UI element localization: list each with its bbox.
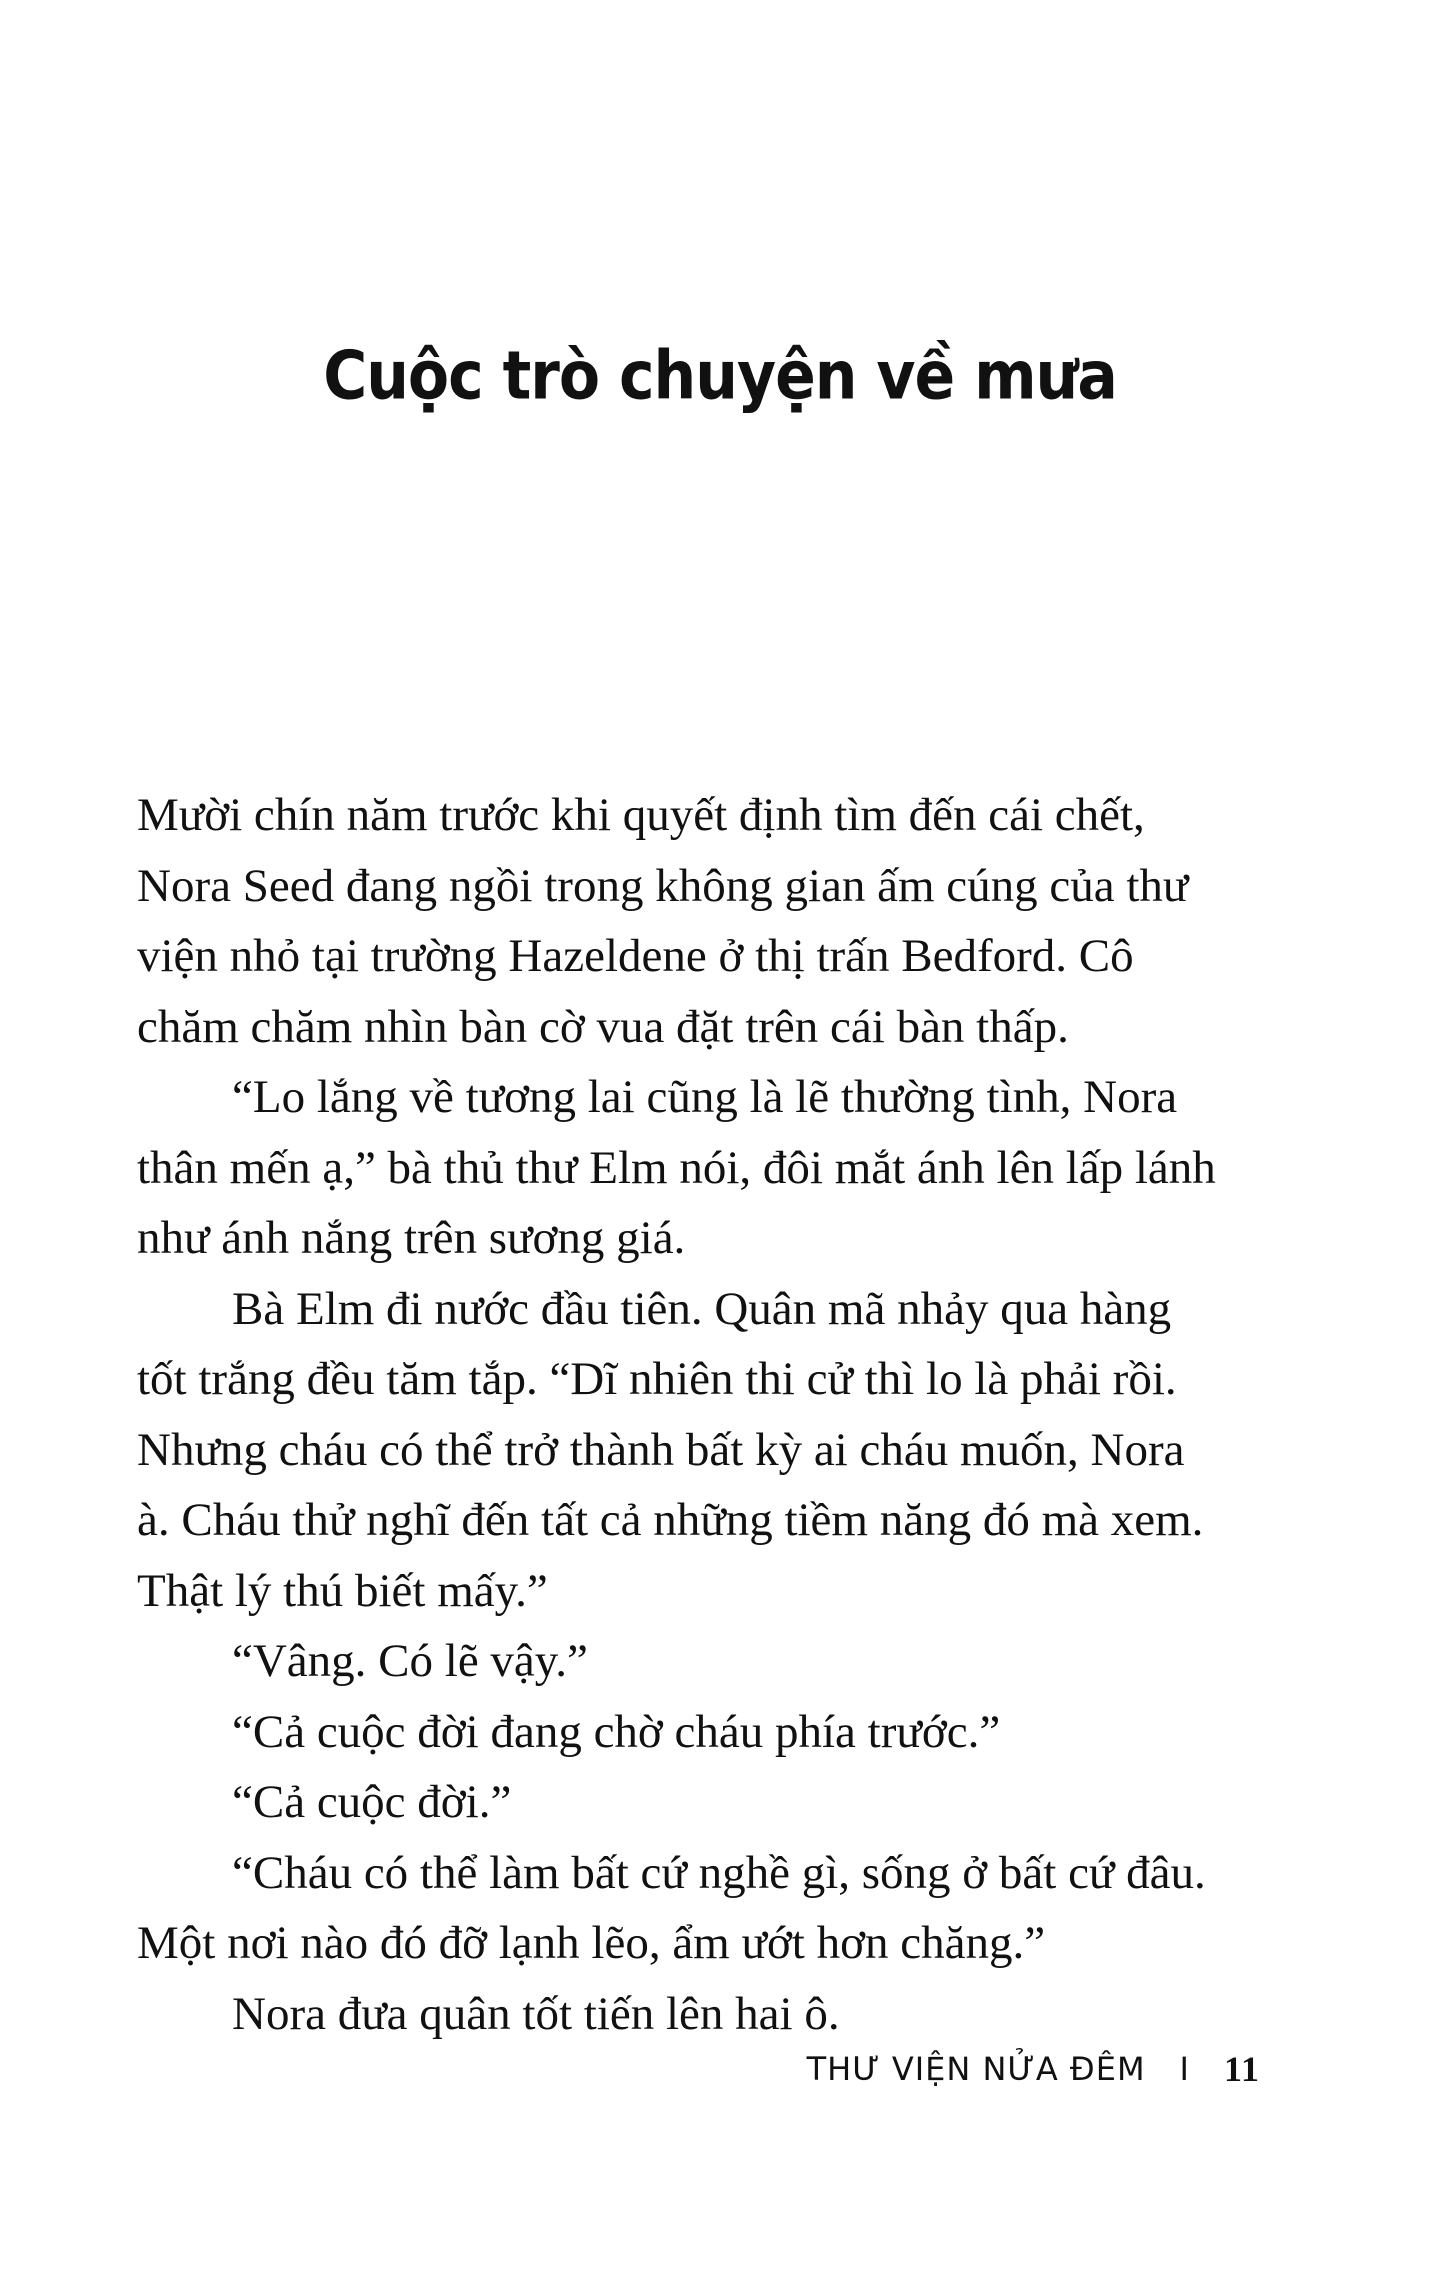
text-line: “Lo lắng về tương lai cũng là lẽ thường tình, Nora [232, 1071, 1178, 1123]
page-number: 11 [1223, 2049, 1260, 2089]
text-line: Một nơi nào đó đỡ lạnh lẽo, ẩm ướt hơn chăng.” [137, 1917, 1046, 1969]
paragraph-5 [137, 1697, 1259, 1768]
body-text [137, 780, 1259, 2049]
text-line: Mười chín năm trước khi quyết định tìm đến cái chết, [137, 789, 1145, 841]
text-line: chăm chăm nhìn bàn cờ vua đặt trên cái bàn thấp. [137, 1000, 1069, 1053]
paragraph-8 [137, 1979, 1259, 2050]
text-line: như ánh nắng trên sương giá. [137, 1212, 686, 1264]
text-line: tốt trắng đều tăm tắp. “Dĩ nhiên thi cử thì lo là phải rồi. [137, 1353, 1177, 1405]
paragraph-7 [137, 1838, 1259, 1979]
text-line: Nora đưa quân tốt tiến lên hai ô. [232, 1987, 840, 2040]
paragraph-4 [137, 1626, 1259, 1697]
text-line: à. Cháu thử nghĩ đến tất cả những tiềm năng đó mà xem. [137, 1494, 1204, 1546]
running-footer [807, 2048, 1260, 2090]
text-line: Thật lý thú biết mấy.” [137, 1564, 548, 1617]
paragraph-2 [137, 1062, 1259, 1274]
text-line: “Cháu có thể làm bất cứ nghề gì, sống ở bất cứ đâu. [232, 1846, 1206, 1899]
text-line: Nora Seed đang ngồi trong không gian ấm cúng của thư [137, 859, 1189, 912]
text-line: Nhưng cháu có thể trở thành bất kỳ ai cháu muốn, Nora [137, 1423, 1185, 1476]
text-line: “Cả cuộc đời đang chờ cháu phía trước.” [232, 1705, 1001, 1758]
paragraph-6 [137, 1767, 1259, 1838]
text-line: “Cả cuộc đời.” [232, 1776, 512, 1828]
text-line: “Vâng. Có lẽ vậy.” [232, 1635, 588, 1687]
chapter-title: Cuộc trò chuyện về mưa [323, 336, 1117, 416]
text-line: thân mến ạ,” bà thủ thư Elm nói, đôi mắt ánh lên lấp lánh [137, 1141, 1216, 1194]
paragraph-3 [137, 1274, 1259, 1627]
footer-separator: I [1179, 2050, 1190, 2088]
book-title: THƯ VIỆN NỬA ĐÊM [806, 2050, 1146, 2088]
paragraph-1 [137, 780, 1259, 1062]
text-line: Bà Elm đi nước đầu tiên. Quân mã nhảy qua hàng [232, 1282, 1172, 1335]
text-line: viện nhỏ tại trường Hazeldene ở thị trấn Bedford. Cô [137, 930, 1134, 982]
